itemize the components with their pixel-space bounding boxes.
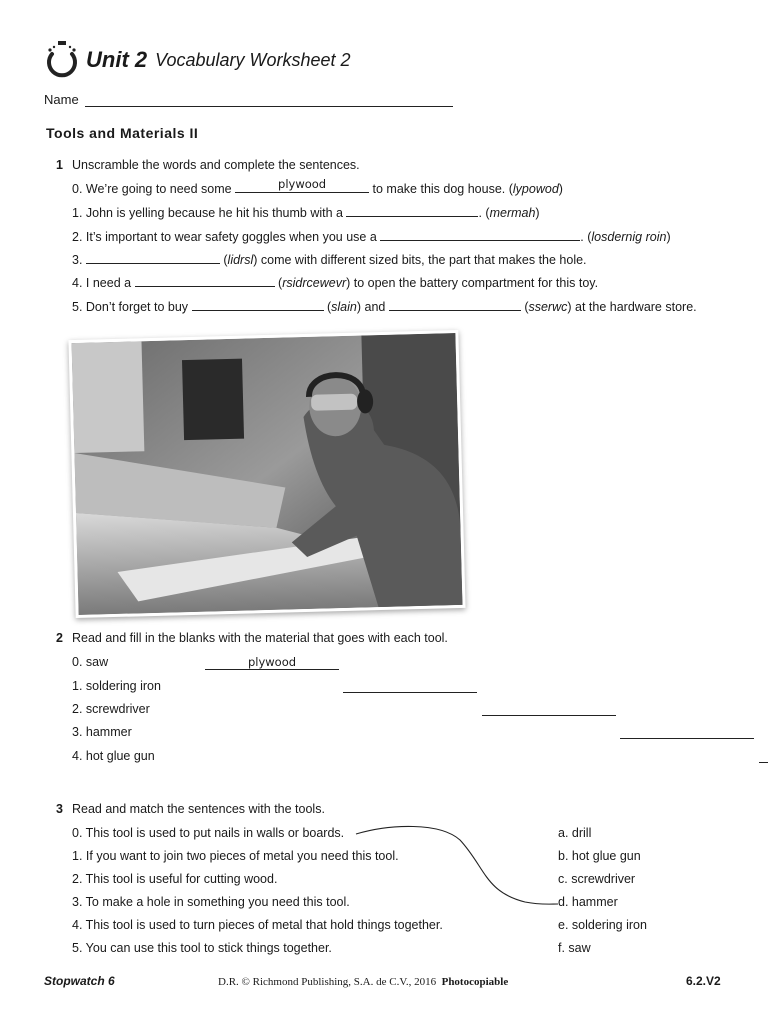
ex1-item-0: 0. We’re going to need some plywood to make this dog house. (lypowod) (72, 177, 563, 196)
ex2-blank-4[interactable] (759, 750, 768, 763)
handwritten-answer: plywood (247, 655, 297, 669)
answer-blank[interactable] (380, 228, 580, 241)
ex1-number: 1 (56, 158, 63, 172)
worksheet-title: Vocabulary Worksheet 2 (155, 49, 351, 70)
footer-brand (44, 974, 115, 988)
match-sentence: 0. This tool is used to put nails in walls or boards. (72, 826, 345, 840)
worksheet-header (44, 38, 351, 82)
answer-blank[interactable] (235, 177, 369, 193)
footer-copyright: D.R. © Richmond Publishing, S.A. de C.V., 2016 Photocopiable (218, 976, 509, 988)
ex1-item-3: 3. (lidrsl) come with different sized bits, the part that makes the hole. (72, 253, 587, 267)
ex1-item-4: 4. I need a (rsidrcewevr) to open the battery compartment for this toy. (72, 276, 599, 290)
ex1-item-2: 2. It’s important to wear safety goggles when you use a . (losdernig roin) (72, 230, 671, 244)
name-field[interactable] (85, 92, 453, 107)
ex2-item-label: 2. screwdriver (72, 702, 150, 716)
ex3-instruction: 3 Read and match the sentences with the tools. (56, 802, 325, 816)
ex1-item-5: 5. Don’t forget to buy (slain) and (sserwc) at the hardware store. (72, 300, 697, 314)
answer-blank[interactable] (192, 298, 324, 311)
ex2-item-label: 4. hot glue gun (72, 749, 155, 763)
ex2-item-label: 1. soldering iron (72, 679, 161, 693)
match-tool[interactable]: a. drill (558, 826, 592, 840)
page-code: 6.2.V2 (686, 974, 721, 988)
ex2-blank-2[interactable] (482, 703, 616, 716)
ex2-instruction: 2 Read and fill in the blanks with the material that goes with each tool. (56, 631, 448, 645)
ex1-item-1: 1. John is yelling because he hit his thumb with a . (mermah) (72, 206, 540, 220)
match-sentence: 2. This tool is useful for cutting wood. (72, 872, 278, 886)
brand-name: Stopwatch 6 (44, 974, 115, 988)
match-tool[interactable]: b. hot glue gun (558, 849, 641, 863)
stopwatch-icon (44, 40, 80, 80)
answer-blank[interactable] (86, 251, 220, 264)
unit-label: Unit 2 (86, 47, 148, 72)
handwritten-answer: plywood (278, 177, 327, 191)
ex2-blank-3[interactable] (620, 726, 754, 739)
ex2-number: 2 (56, 631, 63, 645)
name-row (44, 92, 453, 107)
match-sentence: 1. If you want to join two pieces of metal you need this tool. (72, 849, 399, 863)
ex2-item-label: 3. hammer (72, 725, 132, 739)
match-sentence: 5. You can use this tool to stick things together. (72, 941, 332, 955)
ex2-blank-0[interactable] (205, 657, 339, 670)
match-tool[interactable]: f. saw (558, 941, 591, 955)
ex2-blank-1[interactable] (343, 680, 477, 693)
ex1-instruction: 1 Unscramble the words and complete the sentences. (56, 158, 360, 172)
ex3-number: 3 (56, 802, 63, 816)
photocopiable-label: Photocopiable (441, 976, 509, 988)
photo-image (72, 333, 463, 615)
answer-blank[interactable] (135, 274, 275, 287)
match-tool[interactable]: d. hammer (558, 895, 618, 909)
match-tool[interactable]: c. screwdriver (558, 872, 636, 886)
section-title: Tools and Materials II (46, 125, 199, 141)
worker-photo (68, 330, 465, 618)
ex2-item-label: 0. saw (72, 655, 109, 669)
match-sentence: 4. This tool is used to turn pieces of metal that hold things together. (72, 918, 443, 932)
match-line (350, 822, 560, 912)
name-label: Name (44, 92, 79, 107)
match-tool[interactable]: e. soldering iron (558, 918, 647, 932)
answer-blank[interactable] (389, 298, 521, 311)
answer-blank[interactable] (346, 204, 478, 217)
match-sentence: 3. To make a hole in something you need this tool. (72, 895, 350, 909)
